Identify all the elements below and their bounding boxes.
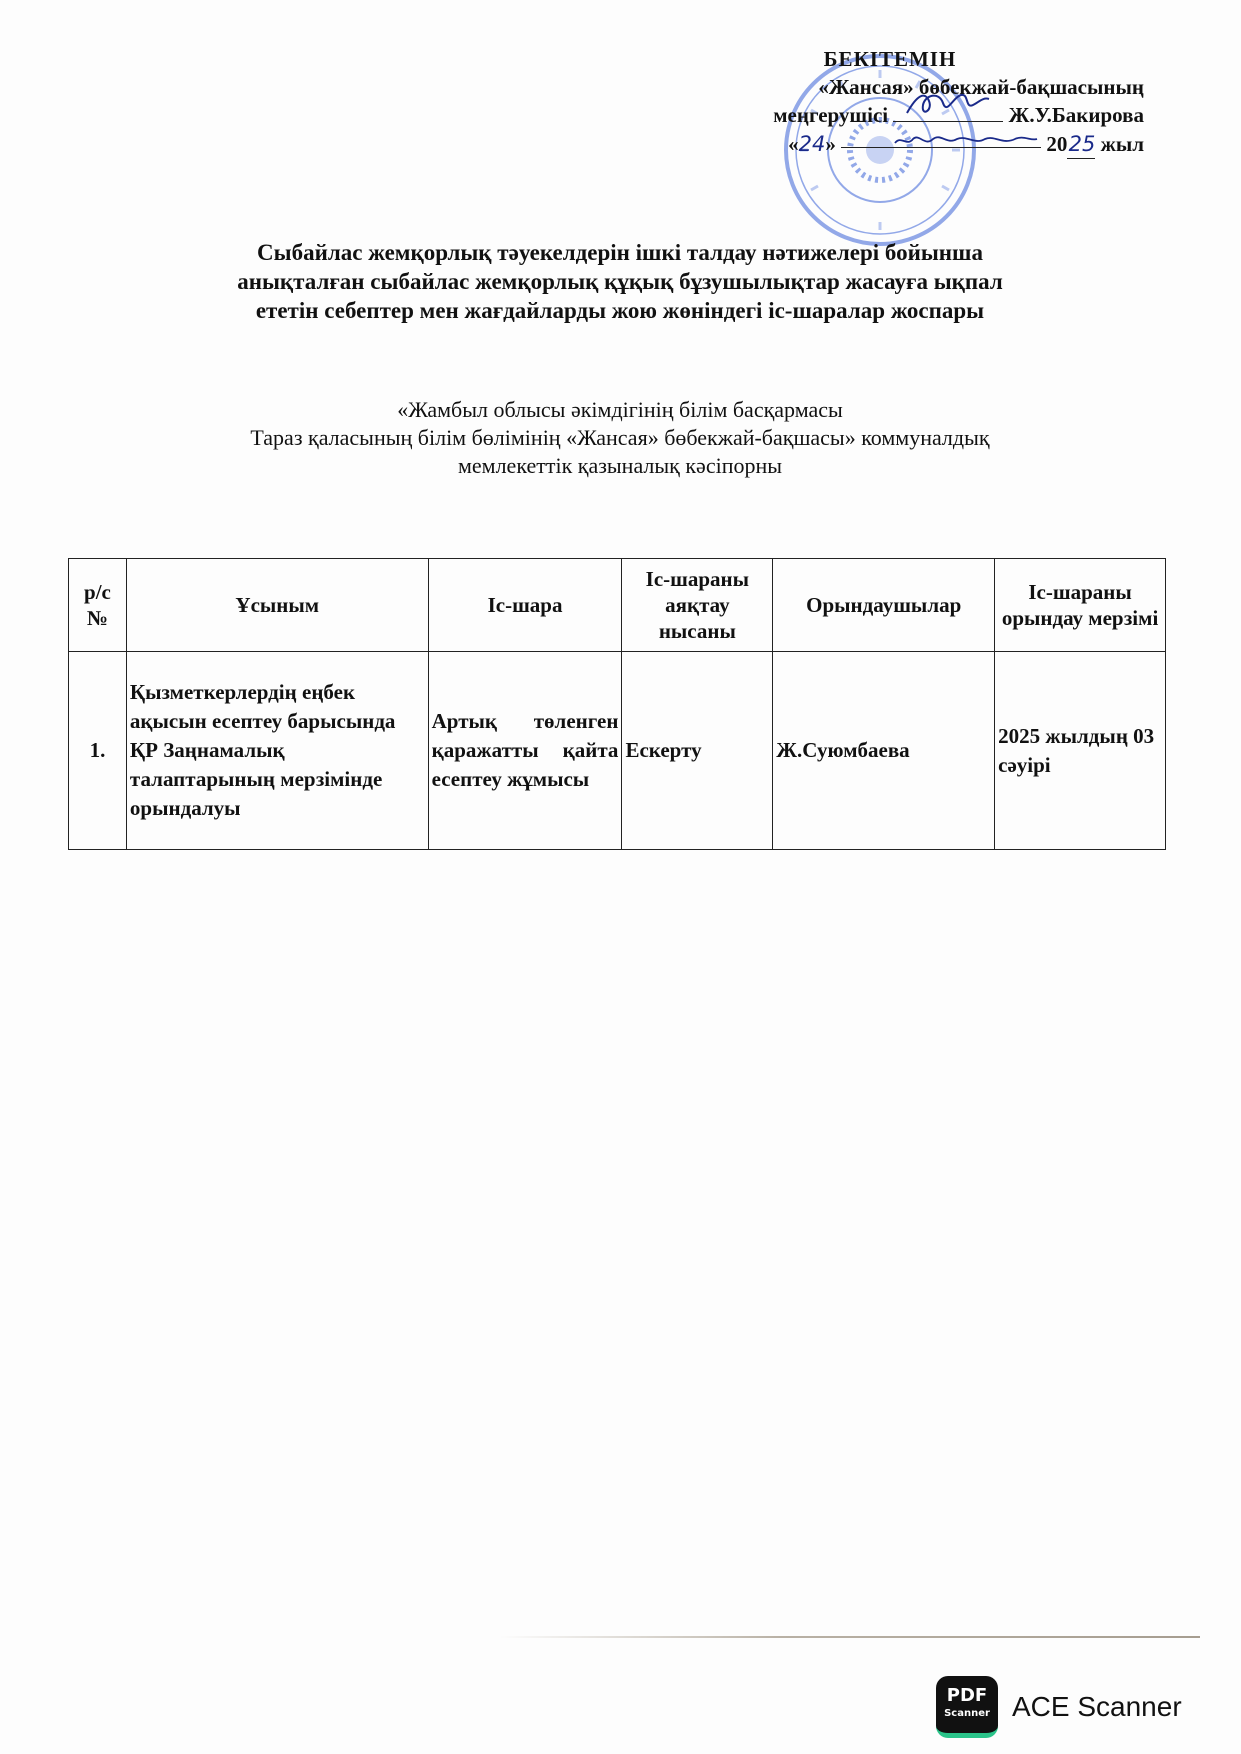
- table-header-row: [69, 559, 1166, 652]
- organization-name: [120, 396, 1120, 480]
- scanner-watermark: [936, 1676, 1182, 1738]
- approval-block: [700, 45, 1160, 159]
- scanner-app-label: ACE Scanner: [1012, 1691, 1182, 1722]
- title-line-2: анықталған сыбайлас жемқорлық құқық бұзушылықтар жасауға ықпал: [237, 269, 1003, 294]
- title-line-3: ететін себептер мен жағдайларды жою жөніндегі іс-шаралар жоспары: [255, 298, 985, 323]
- document-title: [120, 238, 1120, 325]
- page-bottom-edge: [500, 1636, 1200, 1638]
- header-num: р/с №: [69, 559, 127, 652]
- action-plan-table: [68, 558, 1166, 850]
- title-line-1: Сыбайлас жемқорлық тәуекелдерін ішкі талдау нәтижелері бойынша: [257, 240, 983, 265]
- cell-deadline: 2025 жылдың 03 сәуірі: [995, 652, 1166, 850]
- signature-line: [893, 101, 1003, 122]
- approval-year-prefix: 20: [1046, 132, 1068, 156]
- approval-month-line: [841, 129, 1041, 148]
- header-completion-form: Іс-шараны аяқтау нысаны: [622, 559, 773, 652]
- badge-top-text: PDF: [946, 1685, 988, 1706]
- pdf-scanner-app-icon: [936, 1676, 998, 1738]
- cell-executors: Ж.Суюмбаева: [773, 652, 995, 850]
- header-executors: Орындаушылар: [773, 559, 995, 652]
- approval-year-suffix: 25: [1067, 130, 1095, 159]
- approval-heading: БЕКІТЕМІН: [823, 47, 957, 71]
- approval-year-word: жыл: [1100, 132, 1144, 156]
- approval-day: 24: [798, 132, 826, 156]
- organization-line-3: мемлекеттік қазыналық кәсіпорны: [457, 453, 783, 478]
- badge-bottom-text: Scanner: [944, 1708, 990, 1719]
- approval-date-line: «24» 2025 жыл: [700, 129, 1160, 159]
- organization-line-2: Тараз қаласының білім бөлімінің «Жансая» бөбекжай-бақшасы» коммуналдық: [250, 425, 990, 450]
- approval-organization: «Жансая» бөбекжай-бақшасының: [818, 75, 1144, 99]
- cell-num: 1.: [69, 652, 127, 850]
- handwritten-month-icon: [891, 129, 1041, 151]
- cell-completion-form: Ескерту: [622, 652, 773, 850]
- approval-position: меңгерушісі: [773, 103, 889, 127]
- cell-recommendation: Қызметкерлердің еңбек ақысын есептеу барысында ҚР Заңнамалық талаптарының мерзімінде орындалуы: [126, 652, 428, 850]
- header-measure: Іс-шара: [428, 559, 622, 652]
- approval-signatory-line: [700, 101, 1160, 129]
- organization-line-1: «Жамбыл облысы әкімдігінің білім басқармасы: [397, 397, 843, 422]
- approval-name: Ж.У.Бакирова: [1008, 103, 1144, 127]
- cell-measure: Артық төленген қаражатты қайта есептеу жұмысы: [428, 652, 622, 850]
- header-deadline: Іс-шараны орындау мерзімі: [995, 559, 1166, 652]
- handwritten-signature-icon: [903, 87, 993, 121]
- table-row: [69, 652, 1166, 850]
- header-recommendation: Ұсыным: [126, 559, 428, 652]
